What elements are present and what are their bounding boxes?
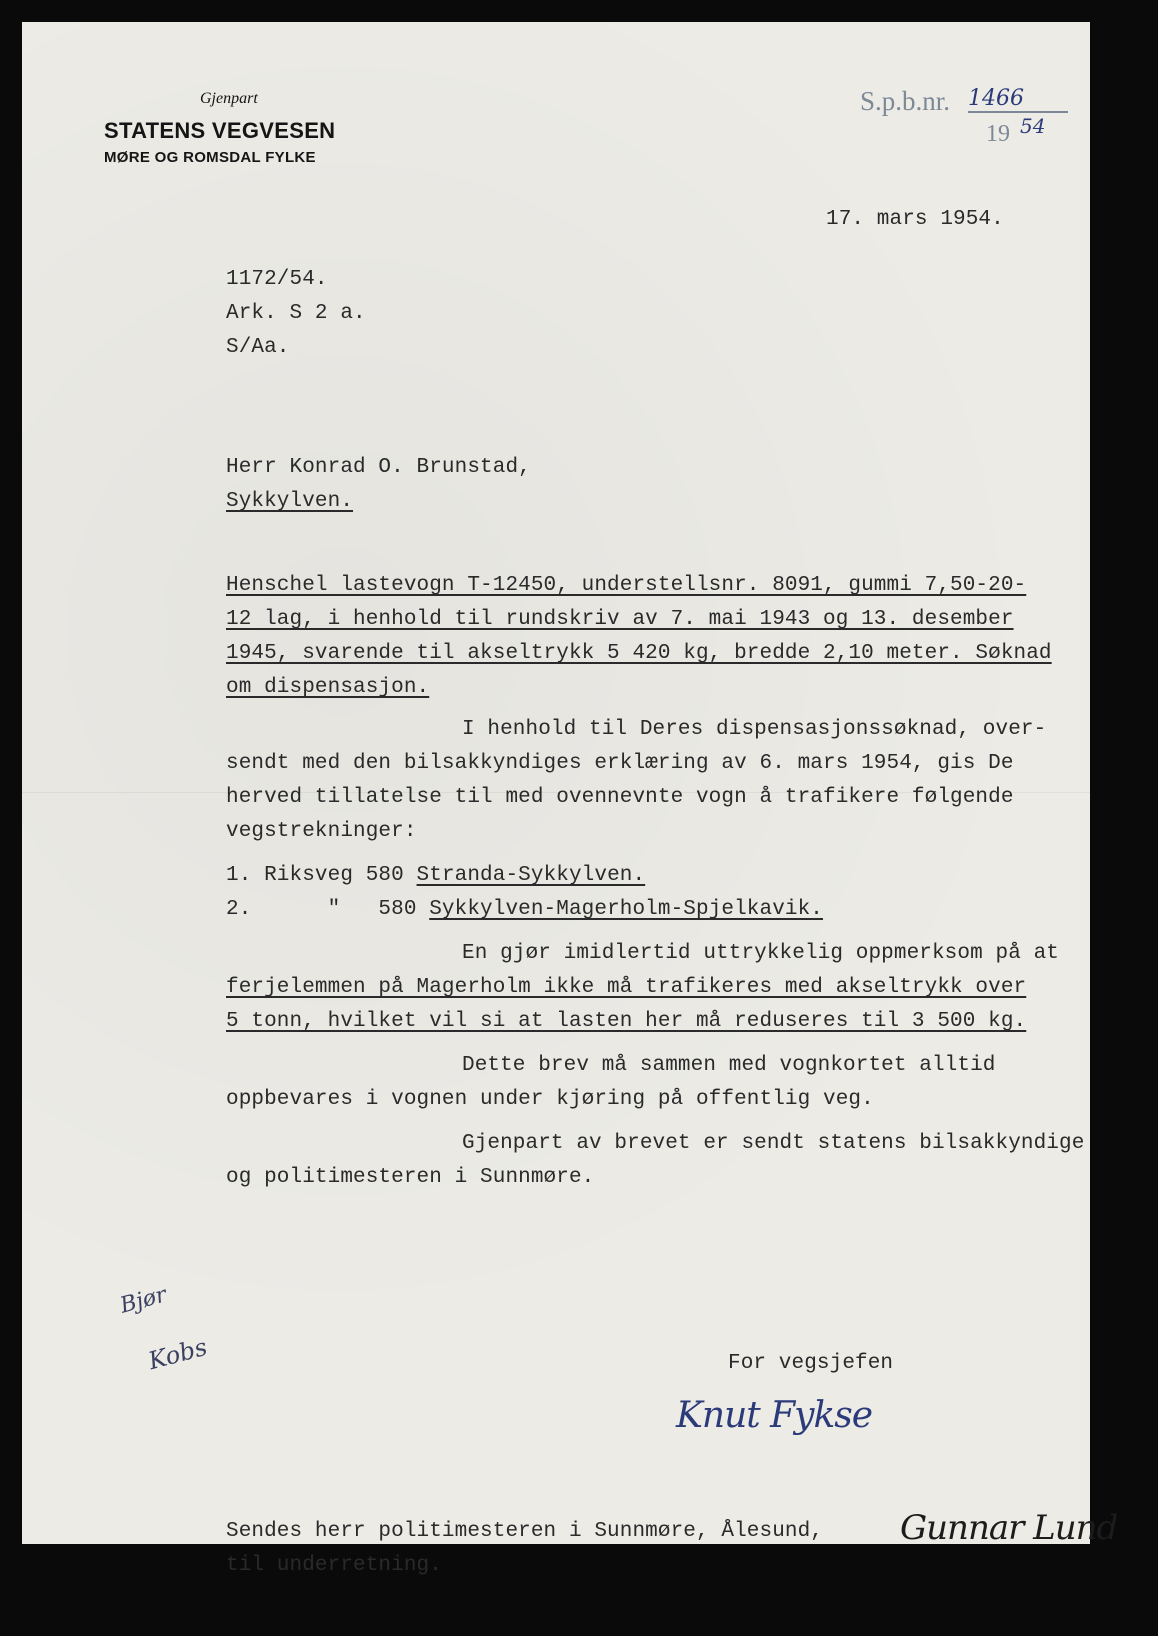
- footer-signature: Gunnar Lund: [900, 1508, 1118, 1548]
- letter-date: 17. mars 1954.: [826, 208, 1004, 231]
- body-line: vegstrekninger:: [226, 820, 417, 843]
- stamp-number: 1466: [968, 86, 1068, 113]
- org-region: MØRE OG ROMSDAL FYLKE: [104, 149, 316, 166]
- body-line: sendt med den bilsakkyndiges erklæring av 6. mars 1954, gis De: [226, 752, 1014, 775]
- subject-line: 1945, svarende til akseltrykk 5 420 kg, bredde 2,10 meter. Søknad: [226, 642, 1052, 665]
- stamp-year-suffix: 54: [1020, 114, 1046, 138]
- stamp-year-prefix: 19: [986, 121, 1010, 147]
- letter-page: [22, 22, 1090, 1544]
- body-line: En gjør imidlertid uttrykkelig oppmerksom på at: [462, 942, 1059, 965]
- body-line: I henhold til Deres dispensasjonssøknad, over-: [462, 718, 1047, 741]
- archive-ref: Ark. S 2 a.: [226, 302, 366, 325]
- margin-note: Bjør: [117, 1282, 170, 1319]
- ref-number: 1172/54.: [226, 268, 328, 291]
- route-1: [226, 864, 645, 887]
- copy-label: Gjenpart: [200, 90, 258, 107]
- route-name: Stranda-Sykkylven.: [416, 864, 646, 887]
- body-line: oppbevares i vognen under kjøring på offentlig veg.: [226, 1088, 874, 1111]
- route-number: 2. " 580: [226, 898, 417, 921]
- org-name: STATENS VEGVESEN: [104, 118, 336, 143]
- margin-note: Kobs: [145, 1332, 211, 1376]
- body-line: Dette brev må sammen med vognkortet alltid: [462, 1054, 996, 1077]
- recipient-place: Sykkylven.: [226, 490, 354, 513]
- body-line: Gjenpart av brevet er sendt statens bilsakkyndige: [462, 1132, 1085, 1155]
- route-2: [226, 898, 823, 921]
- signature: Knut Fykse: [676, 1395, 873, 1436]
- body-line: 5 tonn, hvilket vil si at lasten her må reduseres til 3 500 kg.: [226, 1010, 1027, 1033]
- recipient-name: Herr Konrad O. Brunstad,: [226, 456, 531, 479]
- subject-line: Henschel lastevogn T-12450, understellsnr. 8091, gummi 7,50-20-: [226, 574, 1027, 597]
- body-line: og politimesteren i Sunnmøre.: [226, 1166, 595, 1189]
- initials-ref: S/Aa.: [226, 336, 290, 359]
- subject-line: 12 lag, i henhold til rundskriv av 7. mai 1943 og 13. desember: [226, 608, 1014, 631]
- footer-line: Sendes herr politimesteren i Sunnmøre, Ålesund,: [226, 1520, 823, 1543]
- closing: For vegsjefen: [728, 1352, 894, 1375]
- body-line: ferjelemmen på Magerholm ikke må trafikeres med akseltrykk over: [226, 976, 1027, 999]
- route-name: Sykkylven-Magerholm-Spjelkavik.: [429, 898, 823, 921]
- subject-line: om dispensasjon.: [226, 676, 430, 699]
- stamp-label: S.p.b.nr.: [860, 86, 951, 116]
- body-line: herved tillatelse til med ovennevnte vogn å trafikere følgende: [226, 786, 1014, 809]
- footer-line: til underretning.: [226, 1554, 442, 1577]
- route-number: 1. Riksveg 580: [226, 864, 404, 887]
